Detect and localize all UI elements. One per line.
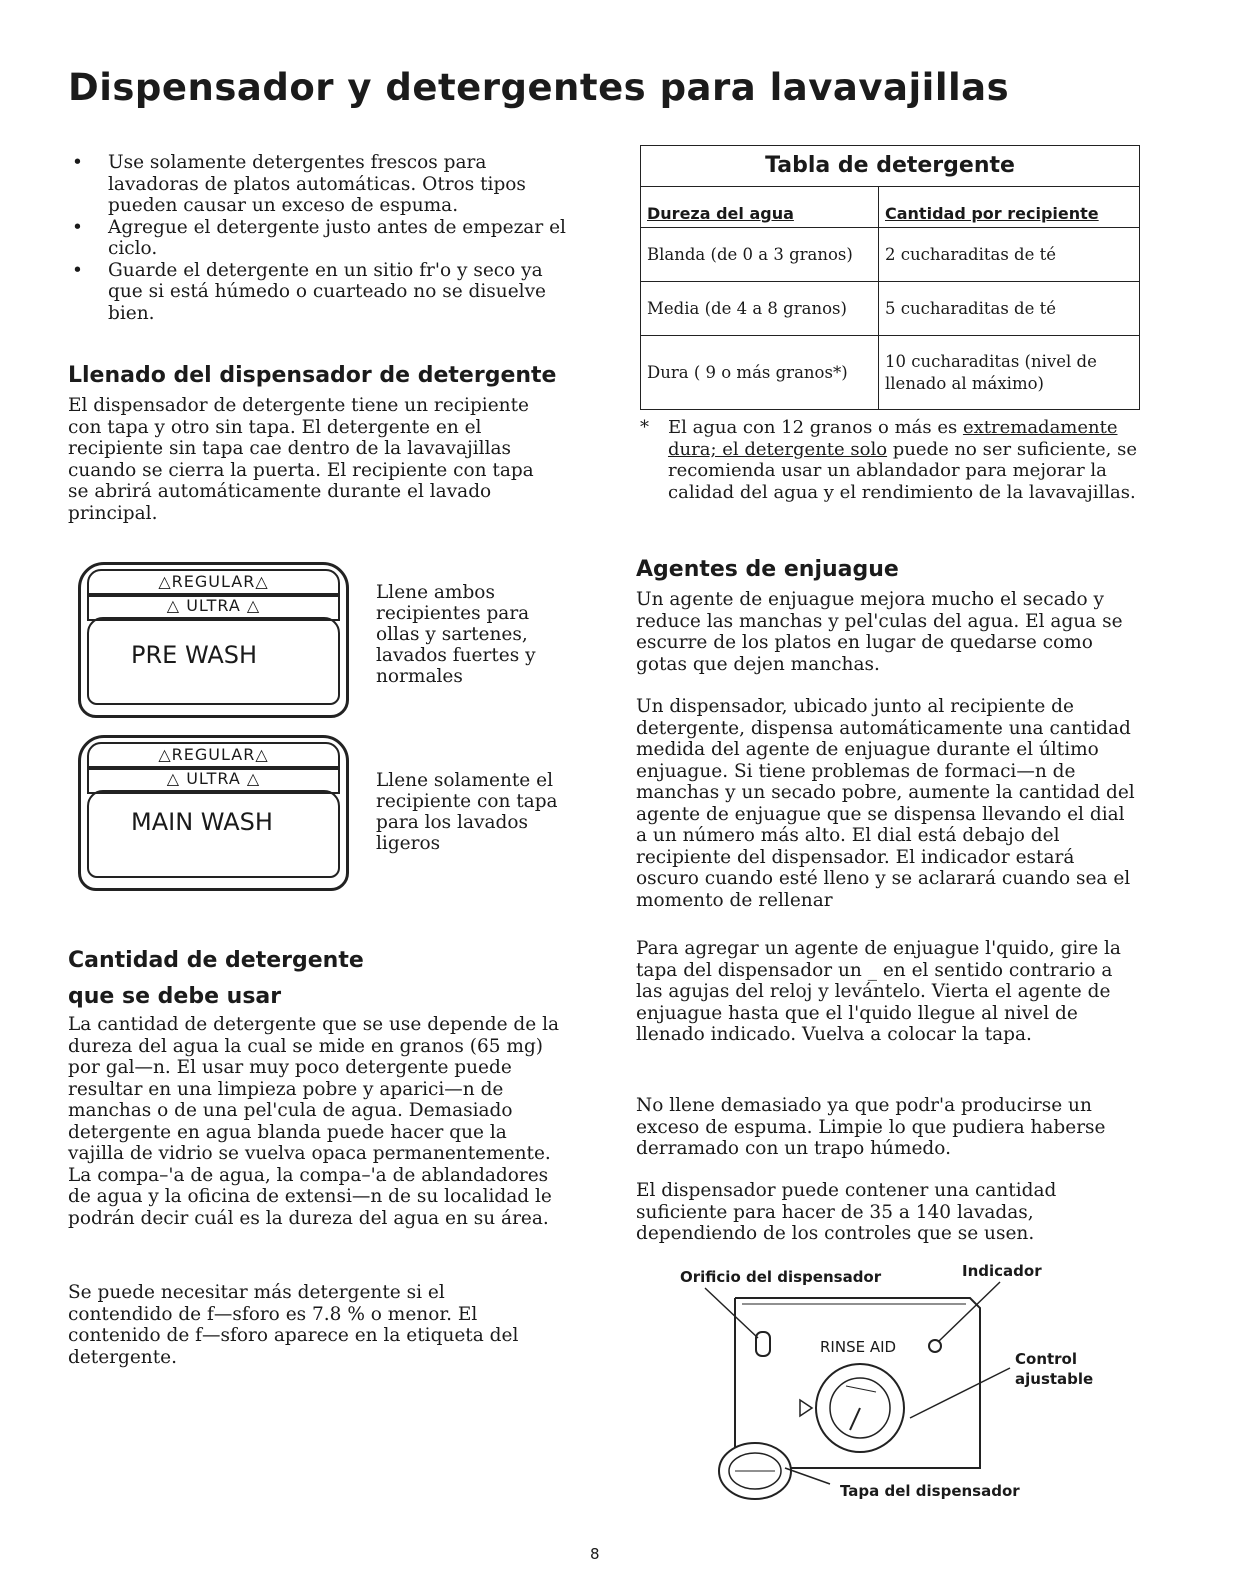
table-cell-amount: 5 cucharaditas de té: [879, 282, 1140, 336]
list-item: • Use solamente detergentes frescos para lavadoras de platos automáticas. Otros tipos pueden causar un exceso de espuma.: [72, 152, 526, 216]
table-row: [641, 336, 1140, 410]
bullet-text: Guarde el detergente en un sitio fr'o y seco ya que si está húmedo o cuarteado no se disuelve bien.: [108, 259, 546, 324]
rinse-aid-diagram: [680, 1262, 1110, 1518]
rinse-paragraph-1: Un agente de enjuague mejora mucho el secado y reduce las manchas y pel'culas del agua. El agua se escurre de los platos en lugar de quedarse como gotas que dejen manchas.: [636, 589, 1123, 675]
amount-heading-1: Cantidad de detergente: [68, 948, 364, 973]
mainwash-panel: [78, 735, 349, 891]
table-row: [641, 282, 1140, 336]
ultra-band: △ ULTRA △: [87, 766, 340, 794]
rinse-heading: Agentes de enjuague: [636, 557, 899, 582]
table-cell-hardness: Media (de 4 a 8 granos): [641, 282, 879, 336]
control-label-line1: Control: [1015, 1350, 1078, 1368]
table-footnote: [640, 417, 1140, 503]
footnote-text: El agua con 12 granos o más es: [668, 417, 963, 438]
detergent-table: [640, 145, 1140, 410]
rinse-aid-illustration: [680, 1268, 1110, 1518]
table-cell-amount: 2 cucharaditas de té: [879, 228, 1140, 282]
table-row: [641, 228, 1140, 282]
prewash-label: PRE WASH: [131, 641, 258, 669]
regular-band: △REGULAR△: [87, 569, 340, 597]
amount-paragraph-2: Se puede necesitar más detergente si el contendido de f—sforo es 7.8 % o menor. El contenido de f—sforo aparece en la etiqueta del detergente.: [68, 1282, 519, 1368]
indicator-label: Indicador: [962, 1262, 1042, 1280]
table-cell-hardness: Blanda (de 0 a 3 granos): [641, 228, 879, 282]
cap-label: Tapa del dispensador: [840, 1482, 1020, 1500]
filling-heading: Llenado del dispensador de detergente: [68, 363, 557, 388]
table-title: Tabla de detergente: [641, 146, 1140, 187]
amount-heading-2: que se debe usar: [68, 984, 282, 1009]
rinse-paragraph-3: Para agregar un agente de enjuague l'quido, gire la tapa del dispensador un _ en el sentido contrario a las agujas del reloj y levántelo. Vierta el agente de enjuague hasta que el l'quido llegue al nivel de llenado indicado. Vuelva a colocar la tapa.: [636, 938, 1121, 1045]
prewash-panel: [78, 562, 349, 718]
bullet-text: Agregue el detergente justo antes de empezar el ciclo.: [108, 216, 566, 259]
orifice-label: Orificio del dispensador: [680, 1268, 882, 1286]
mainwash-note: Llene solamente el recipiente con tapa para los lavados ligeros: [376, 770, 558, 854]
mainwash-label: MAIN WASH: [131, 808, 273, 836]
page-title: Dispensador y detergentes para lavavajillas: [68, 66, 1010, 109]
list-item: • Agregue el detergente justo antes de empezar el ciclo.: [72, 216, 566, 259]
footnote-marker: *: [640, 417, 649, 438]
filling-text: El dispensador de detergente tiene un recipiente con tapa y otro sin tapa. El detergente en el recipiente sin tapa cae dentro de la lavavajillas cuando se cierra la puerta. El recipiente con tapa se abrirá automáticamente durante el lavado principal.: [68, 395, 534, 524]
rinse-paragraph-2: Un dispensador, ubicado junto al recipiente de detergente, dispensa automáticamente una cantidad medida del agente de enjuague durante el último enjuague. Si tiene problemas de formaci—n de manchas y un secado pobre, aumente la cantidad del agente de enjuague que se dispensa llevando el dial a un número más alto. El dial está debajo del recipiente del dispensador. El indicador estará oscuro cuando esté lleno y se aclarará cuando sea el momento de rellenar: [636, 696, 1135, 911]
prewash-note: Llene ambos recipientes para ollas y sartenes, lavados fuertes y normales: [376, 582, 536, 687]
table-header-hardness: Dureza del agua: [641, 187, 879, 228]
bullet-text: Use solamente detergentes frescos para lavadoras de platos automáticas. Otros tipos pueden causar un exceso de espuma.: [108, 152, 526, 216]
list-item: • Guarde el detergente en un sitio fr'o y seco ya que si está húmedo o cuarteado no se disuelve bien.: [72, 259, 546, 324]
rinse-aid-text: RINSE AID: [820, 1338, 897, 1356]
ultra-band: △ ULTRA △: [87, 593, 340, 621]
footnote-text: puede no ser suficiente, se recomienda usar un ablandador para mejorar la calidad del agua y el rendimiento de la lavavajillas.: [668, 438, 1137, 503]
table-cell-hardness: Dura ( 9 o más granos*): [641, 336, 879, 410]
table-cell-amount: 10 cucharaditas (nivel de llenado al máximo): [879, 336, 1140, 410]
page-number: 8: [590, 1545, 600, 1563]
amount-paragraph-1: La cantidad de detergente que se use depende de la dureza del agua la cual se mide en granos (65 mg) por gal—n. El usar muy poco detergente puede resultar en una limpieza pobre y aparici—n de manchas o de una pel'cula de agua. Demasiado detergente en agua blanda puede hacer que la vajilla de vidrio se vuelva opaca permanentemente. La compa–'a de agua, la compa–'a de ablandadores de agua y la oficina de extensi—n de su localidad le podrán decir cuál es la dureza del agua en su área.: [68, 1014, 560, 1229]
rinse-paragraph-5: El dispensador puede contener una cantidad suficiente para hacer de 35 a 140 lavadas, dependiendo de los controles que se usen.: [636, 1180, 1057, 1244]
tips-list: [68, 152, 573, 324]
regular-band: △REGULAR△: [87, 742, 340, 770]
table-header-amount: Cantidad por recipiente: [879, 187, 1140, 228]
footnote-underlined: extremadamente dura; el detergente solo: [668, 417, 1118, 460]
rinse-paragraph-4: No llene demasiado ya que podr'a producirse un exceso de espuma. Limpie lo que pudiera haberse derramado con un trapo húmedo.: [636, 1095, 1106, 1159]
control-label-line2: ajustable: [1015, 1370, 1094, 1388]
